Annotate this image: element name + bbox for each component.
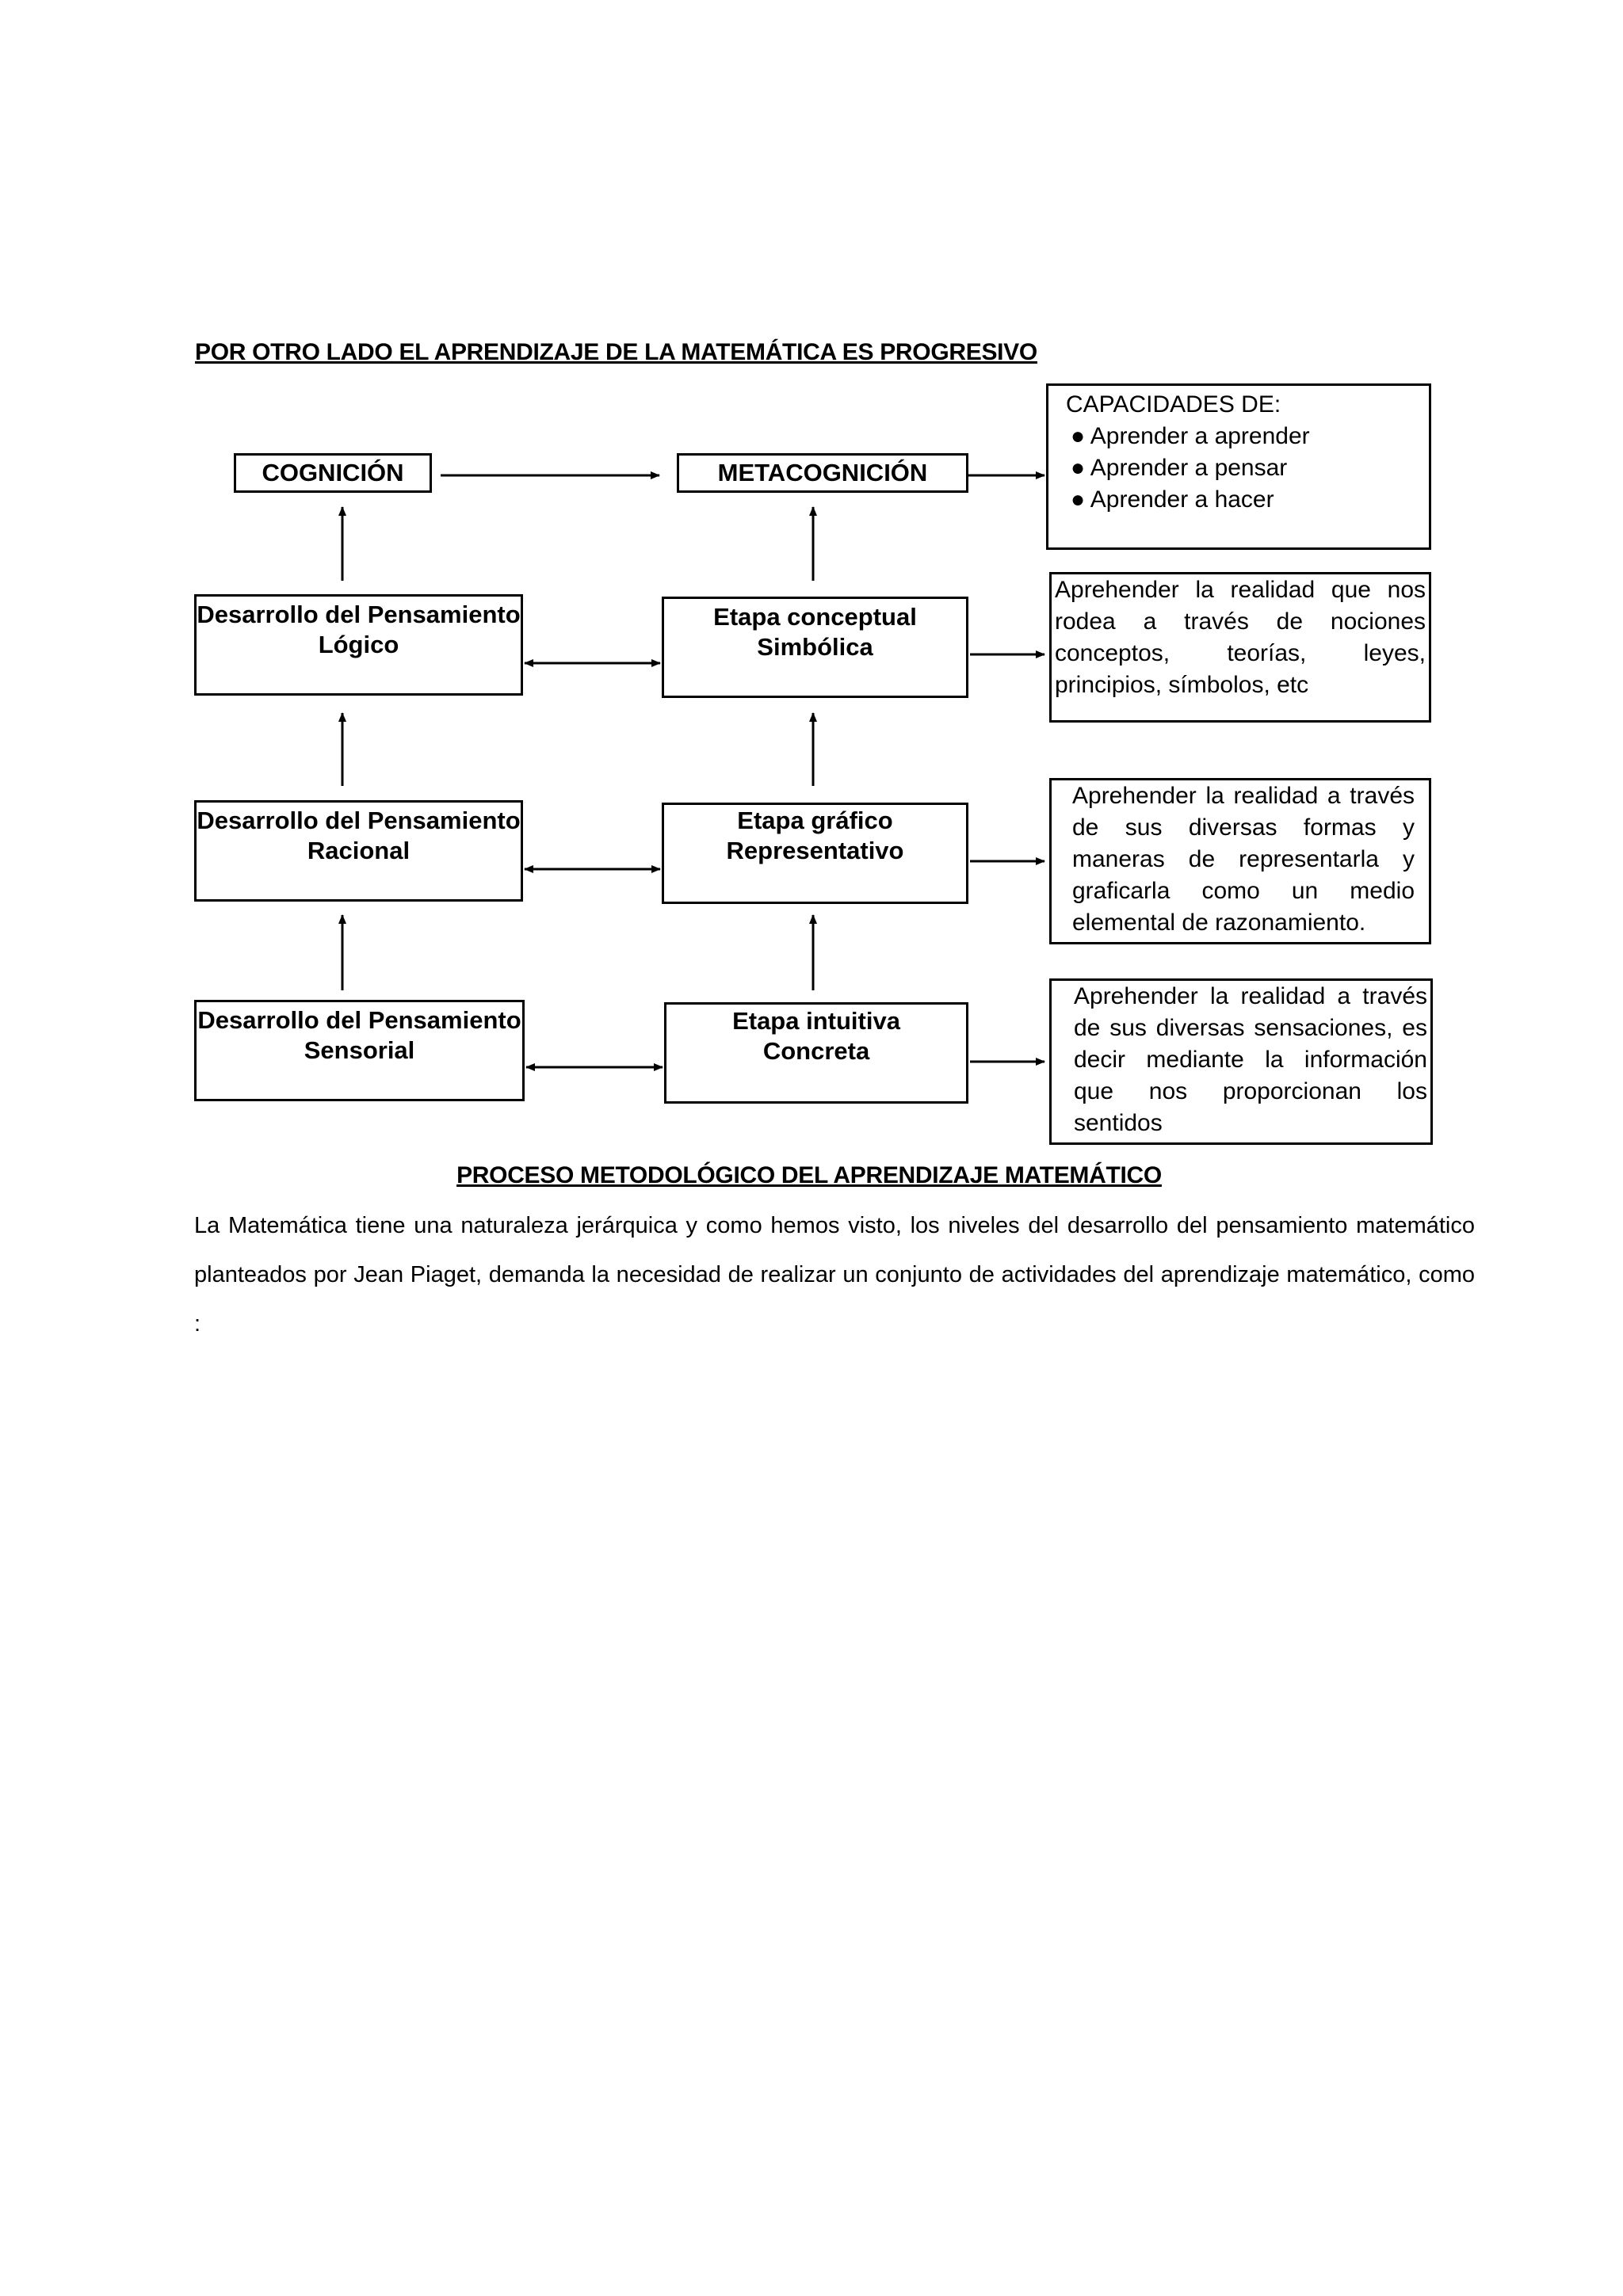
etapa-line: Etapa conceptual	[713, 603, 917, 631]
pensamiento-line: Sensorial	[304, 1036, 415, 1064]
descripcion-box	[1049, 778, 1431, 944]
descripcion-text: Aprehender la realidad a través de sus diversas formas y maneras de representarla y graficarla como un medio elemental de razonamiento.	[1072, 783, 1415, 936]
etapa-intuitiva-box	[664, 1002, 968, 1104]
diagram-heading: POR OTRO LADO EL APRENDIZAJE DE LA MATEMÁTICA ES PROGRESIVO	[195, 339, 1037, 365]
metacognicion-label: METACOGNICIÓN	[717, 459, 928, 486]
pensamiento-logico-box	[194, 594, 523, 696]
descripcion-text: Aprehender la realidad que nos rodea a través de nociones conceptos, teorías, leyes, principios, símbolos, etc	[1055, 577, 1426, 698]
metacognicion-box	[677, 453, 968, 493]
descripcion-box	[1049, 978, 1433, 1145]
pensamiento-line: Desarrollo del Pensamiento	[197, 807, 521, 834]
pensamiento-line: Desarrollo del Pensamiento	[197, 1006, 521, 1034]
descripcion-box	[1049, 572, 1431, 723]
pensamiento-line: Lógico	[318, 631, 399, 658]
section-title-text: PROCESO METODOLÓGICO DEL APRENDIZAJE MATEMÁTICO	[456, 1162, 1162, 1188]
capacidad-item: ● Aprender a aprender	[1071, 423, 1310, 449]
etapa-line: Simbólica	[757, 633, 873, 661]
cognicion-label: COGNICIÓN	[262, 459, 404, 486]
pensamiento-line: Racional	[307, 837, 411, 864]
cognicion-box	[234, 453, 432, 493]
capacidad-item: ● Aprender a pensar	[1071, 455, 1288, 481]
pensamiento-racional-box	[194, 800, 523, 902]
etapa-line: Concreta	[762, 1037, 870, 1065]
pensamiento-line: Desarrollo del Pensamiento	[197, 601, 521, 628]
pensamiento-sensorial-box	[194, 1000, 525, 1101]
section-title	[0, 1162, 1623, 1189]
etapa-grafico-box	[662, 803, 968, 904]
capacidades-box	[1046, 383, 1431, 550]
etapa-conceptual-box	[662, 597, 968, 698]
etapa-line: Representativo	[726, 837, 904, 864]
body-paragraph: La Matemática tiene una naturaleza jerárquica y como hemos visto, los niveles del desarrollo del pensamiento matemático planteados por Jean Piaget, demanda la necesidad de realizar un conjunto de actividades del aprendizaje matemático, como :	[194, 1213, 1475, 1337]
capacidad-item: ● Aprender a hacer	[1071, 486, 1274, 513]
etapa-line: Etapa gráfico	[737, 807, 893, 834]
etapa-line: Etapa intuitiva	[732, 1007, 900, 1035]
descripcion-text: Aprehender la realidad a través de sus diversas sensaciones, es decir mediante la información que nos proporcionan los sentidos	[1074, 983, 1427, 1136]
capacidades-title: CAPACIDADES DE:	[1066, 391, 1281, 418]
